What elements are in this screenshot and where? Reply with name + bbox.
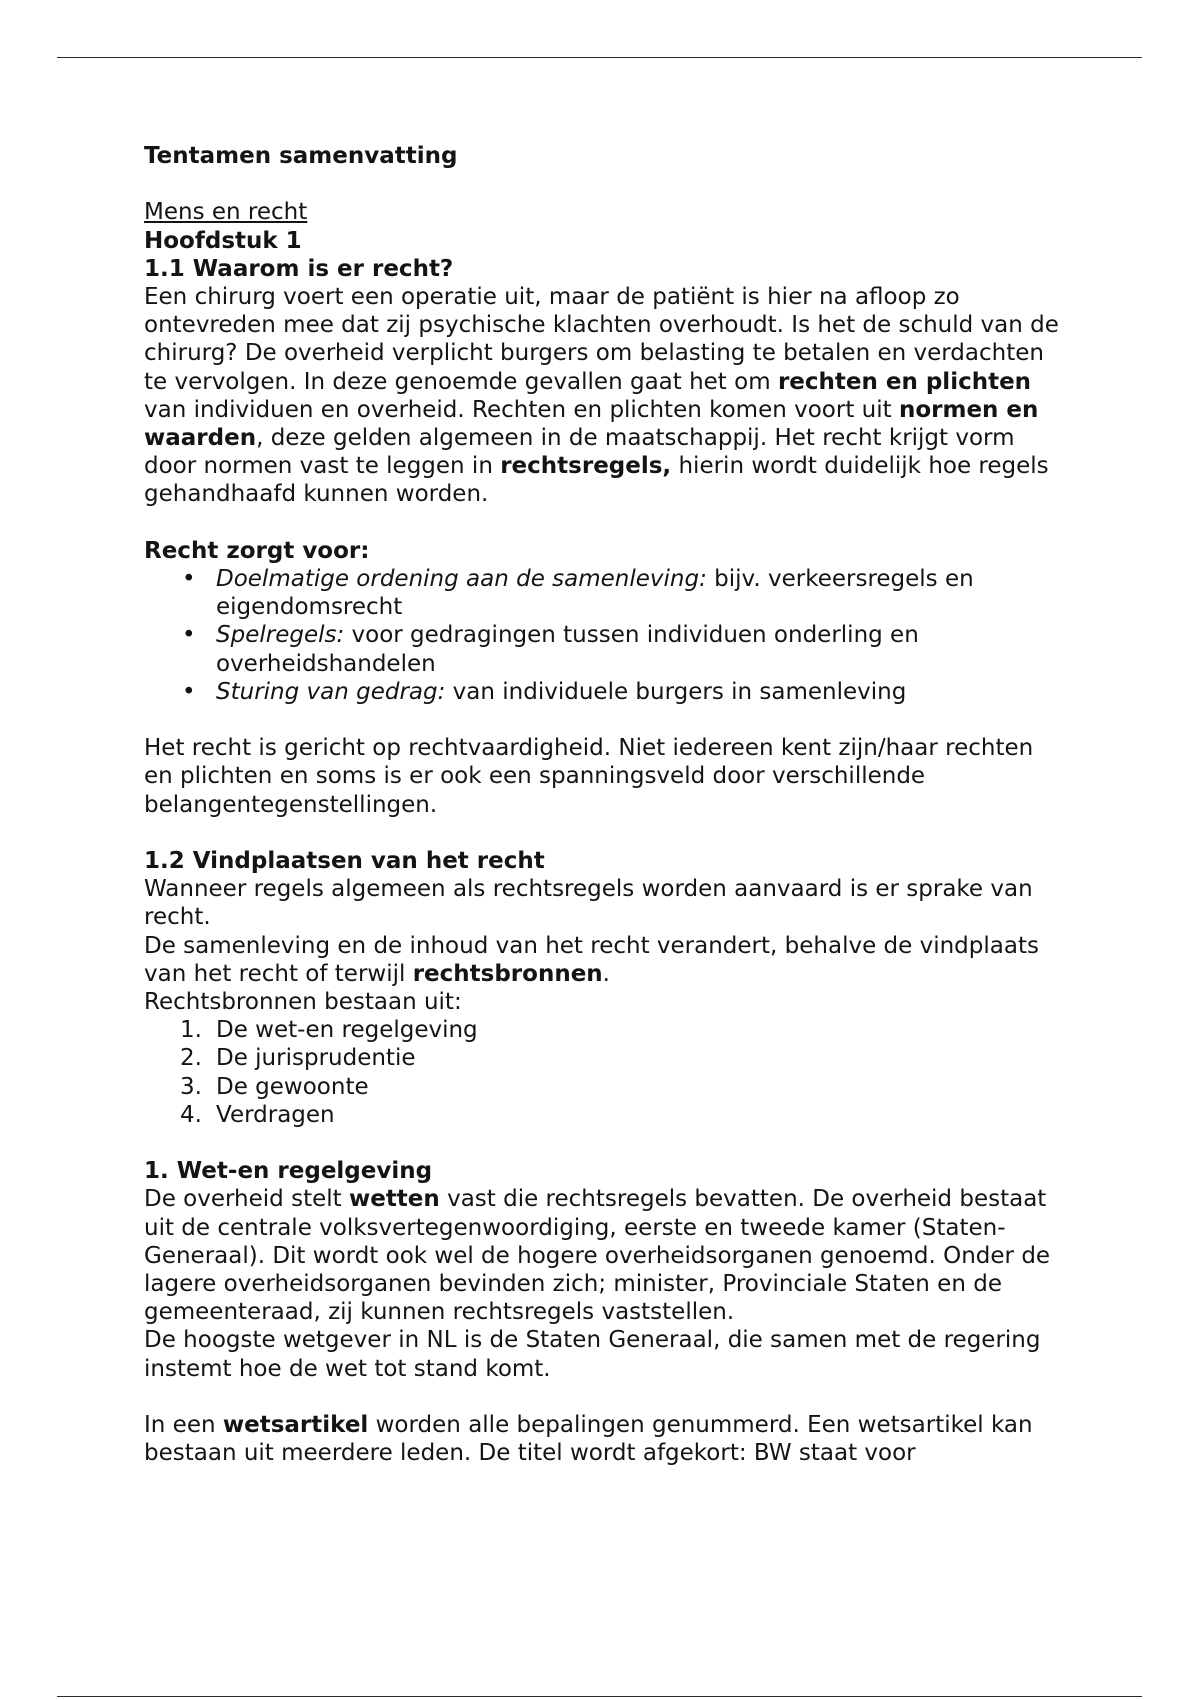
section-1-2-paragraph-2 bbox=[144, 932, 1064, 988]
bullet-icon: • bbox=[182, 566, 196, 593]
subsection-paragraph-3 bbox=[144, 1411, 1064, 1467]
list-item-text: De gewoonte bbox=[216, 1073, 369, 1100]
list-item-text: bijv. verkeersregels en eigendomsrecht bbox=[216, 566, 974, 621]
list-item-text: De jurisprudentie bbox=[216, 1045, 416, 1072]
document-page bbox=[144, 142, 1064, 1467]
numbered-list bbox=[144, 1016, 1064, 1129]
list-number: 2. bbox=[180, 1045, 202, 1072]
text-run: De overheid stelt bbox=[144, 1186, 349, 1213]
text-run: van individuen en overheid. Rechten en plichten komen voort uit bbox=[144, 396, 899, 423]
section-heading-1-1: 1.1 Waarom is er recht? bbox=[144, 255, 454, 282]
bullet-list bbox=[144, 565, 1064, 706]
list-number: 4. bbox=[180, 1101, 202, 1128]
section-heading-1-2: 1.2 Vindplaatsen van het recht bbox=[144, 848, 545, 875]
spacer bbox=[144, 1383, 1064, 1411]
section-1-2-paragraph-3: Rechtsbronnen bestaan uit: bbox=[144, 989, 462, 1016]
list-item-term: Sturing van gedrag: bbox=[216, 678, 446, 705]
footer-rule bbox=[57, 1696, 1142, 1697]
chapter-heading: Hoofdstuk 1 bbox=[144, 227, 302, 254]
text-run: . bbox=[602, 960, 610, 987]
text-run: Een chirurg voert een operatie uit, maar de patiënt is hier na afloop zo ontevreden mee dat zij psychische klachten overhoudt. Is het de schuld van de chirurg? De overheid verplicht burgers om belasting te betalen en verdachten te vervolgen. In deze genoemde gevallen gaat het om bbox=[144, 284, 1059, 395]
document-title: Tentamen samenvatting bbox=[144, 143, 458, 169]
list-item-term: Doelmatige ordening aan de samenleving: bbox=[216, 566, 707, 593]
list-item bbox=[144, 1073, 1064, 1101]
list-item bbox=[144, 1101, 1064, 1129]
section-1-1-paragraph-2: Het recht is gericht op rechtvaardigheid. Niet iedereen kent zijn/haar rechten en plichten en soms is er ook een spanningsveld door verschillende belangentegenstellingen. bbox=[144, 735, 1034, 818]
list-item bbox=[144, 1016, 1064, 1044]
list-item-term: Spelregels: bbox=[216, 622, 345, 649]
term-rechtsbronnen: rechtsbronnen bbox=[412, 960, 603, 987]
list-item bbox=[144, 565, 1064, 621]
bullet-icon: • bbox=[182, 622, 196, 649]
text-run: hierin wordt duidelijk hoe regels gehandhaafd kunnen worden. bbox=[144, 453, 1049, 508]
subsection-heading-wet-en-regelgeving: 1. Wet-en regelgeving bbox=[144, 1158, 433, 1185]
spacer bbox=[144, 706, 1064, 734]
text-run: vast die rechtsregels bevatten. De overheid bestaat uit de centrale volksvertegenwoordiging, eerste en tweede kamer (Staten-Generaal). Dit wordt ook wel de hogere overheidsorganen genoemd. Onder de lagere overheidsorganen bevinden zich; minister, Provinciale Staten en de gemeenteraad, zij kunnen rechtsregels vaststellen. bbox=[144, 1186, 1051, 1326]
subject-label: Mens en recht bbox=[144, 199, 308, 226]
list-item bbox=[144, 678, 1064, 706]
text-run: In een bbox=[144, 1412, 223, 1439]
list-number: 1. bbox=[180, 1017, 202, 1044]
text-run: , deze gelden algemeen in de maatschappij. Het recht krijgt vorm door normen vast te leggen in bbox=[144, 425, 1015, 480]
list-item-text: voor gedragingen tussen individuen onderling en overheidshandelen bbox=[216, 622, 919, 677]
spacer bbox=[144, 170, 1064, 198]
term-wetten: wetten bbox=[348, 1186, 440, 1213]
list-heading: Recht zorgt voor: bbox=[144, 537, 370, 564]
term-rechten-en-plichten: rechten en plichten bbox=[777, 368, 1032, 395]
list-number: 3. bbox=[180, 1073, 202, 1100]
header-rule bbox=[57, 57, 1142, 58]
section-1-2-paragraph-1: Wanneer regels algemeen als rechtsregels worden aanvaard is er sprake van recht. bbox=[144, 876, 1033, 931]
bullet-icon: • bbox=[182, 678, 196, 705]
list-item-text: De wet-en regelgeving bbox=[216, 1017, 478, 1044]
spacer bbox=[144, 509, 1064, 537]
spacer bbox=[144, 819, 1064, 847]
term-rechtsregels: rechtsregels, bbox=[500, 453, 672, 480]
list-item bbox=[144, 621, 1064, 677]
term-normen-en-waarden: normen en waarden bbox=[144, 396, 1039, 452]
spacer bbox=[144, 1129, 1064, 1157]
list-item-text: van individuele burgers in samenleving bbox=[445, 678, 907, 705]
subsection-paragraph-2: De hoogste wetgever in NL is de Staten Generaal, die samen met de regering instemt hoe de wet tot stand komt. bbox=[144, 1327, 1041, 1382]
term-wetsartikel: wetsartikel bbox=[222, 1412, 369, 1439]
section-1-1-paragraph-1 bbox=[144, 283, 1064, 509]
subsection-paragraph-1 bbox=[144, 1185, 1064, 1326]
list-item bbox=[144, 1044, 1064, 1072]
text-run: De samenleving en de inhoud van het recht verandert, behalve de vindplaats van het recht of terwijl bbox=[144, 932, 1039, 987]
text-run: worden alle bepalingen genummerd. Een wetsartikel kan bestaan uit meerdere leden. De titel wordt afgekort: BW staat voor bbox=[144, 1412, 1033, 1467]
list-item-text: Verdragen bbox=[216, 1101, 335, 1128]
